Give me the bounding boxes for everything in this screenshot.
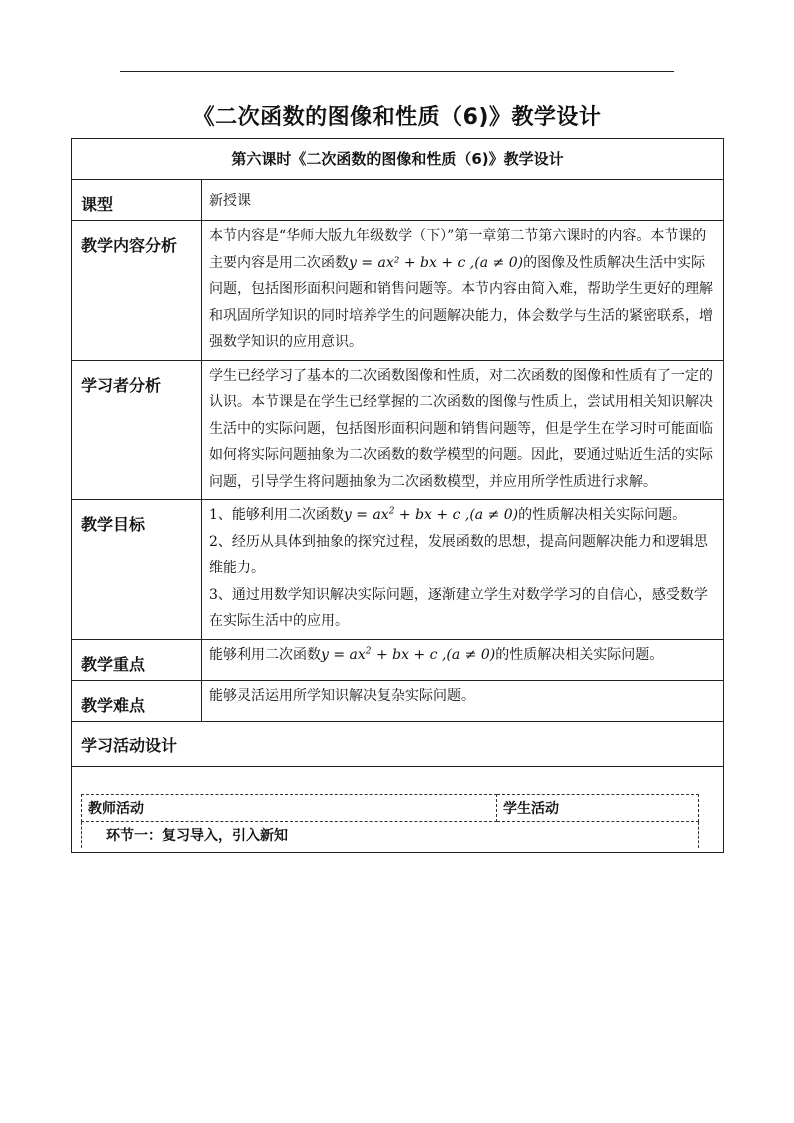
table-header: 第六课时《二次函数的图像和性质（6)》教学设计 — [72, 139, 724, 180]
teacher-activity-header: 教师活动 — [82, 794, 497, 821]
row-value-content-analysis — [202, 221, 724, 361]
activity-design-title: 学习活动设计 — [72, 721, 724, 766]
goal-item: 3、通过用数学知识解决实际问题，逐渐建立学生对数学学习的自信心，感受数学在实际生活中的应用。 — [209, 586, 708, 629]
quadratic-formula: $y = ax^2$ + bx + c ,(a ≠ 0) — [343, 506, 519, 523]
activity-table — [81, 794, 699, 848]
row-value-learner-analysis: 学生已经学习了基本的二次函数图像和性质，对二次函数的图像和性质有了一定的认识。本节课是在学生已经掌握的二次函数的图像与性质上，尝试用相关知识解决生活中的实际问题，包括图形面积问题和销售问题等，但是学生在学习时可能面临如何将实际问题抽象为二次函数的数学模型的问题。因此，要通过贴近生活的实际问题，引导学生将问题抽象为二次函数模型，并应用所学性质进行求解。 — [202, 360, 724, 500]
row-label-content-analysis: 教学内容分析 — [72, 221, 202, 361]
row-label-learner-analysis: 学习者分析 — [72, 360, 202, 500]
table-row — [72, 180, 724, 221]
table-row — [72, 721, 724, 766]
activity-header-row — [82, 794, 699, 821]
quadratic-formula: y = ax² + bx + c ,(a ≠ 0) — [349, 254, 524, 271]
row-value-lesson-type: 新授课 — [202, 180, 724, 221]
row-value-key-points: 能够利用二次函数$y = ax^2$ + bx + c ,(a ≠ 0)的性质解决相关实际问题。 — [202, 639, 724, 680]
table-row — [72, 221, 724, 361]
table-row — [72, 360, 724, 500]
row-label-teaching-goals: 教学目标 — [72, 500, 202, 640]
lesson-plan-table — [71, 138, 724, 853]
stage-one-title: 环节一：复习导入，引入新知 — [82, 821, 699, 848]
quadratic-formula: $y = ax^2$ + bx + c ,(a ≠ 0) — [321, 645, 496, 663]
row-label-difficulties: 教学难点 — [72, 680, 202, 721]
content-analysis-text-1: 本节内容是“华师大版九年级数学（下）”第一章第二节第六课时的内容。本节课的主要内容是用二次函数 — [209, 228, 707, 271]
student-activity-header: 学生活动 — [497, 794, 699, 821]
row-value-difficulties: 能够灵活运用所学知识解决复杂实际问题。 — [202, 680, 724, 721]
row-label-lesson-type: 课型 — [72, 180, 202, 221]
row-label-key-points: 教学重点 — [72, 639, 202, 680]
goal-item: 1、能够利用二次函数$y = ax^2$ + bx + c ,(a ≠ 0)的性质解决相关实际问题。 — [209, 506, 687, 523]
table-header-row — [72, 139, 724, 180]
table-row — [72, 500, 724, 640]
goal-item: 2、经历从具体到抽象的探究过程，发展函数的思想，提高问题解决能力和逻辑思维能力。 — [209, 533, 708, 576]
row-value-teaching-goals — [202, 500, 724, 640]
header-rule — [120, 71, 674, 72]
activity-design-cell — [72, 766, 724, 852]
table-row — [72, 766, 724, 852]
document-title: 《二次函数的图像和性质（6)》教学设计 — [192, 105, 602, 130]
table-row — [72, 680, 724, 721]
content-analysis-text-2: 的图像及性质解决生活中实际问题，包括图形面积问题和销售问题等。本节内容由简入难，帮助学生更好的理解和巩固所学知识的同时培养学生的问题解决能力，体会数学与生活的紧密联系，增强数学知识的应用意识。 — [209, 254, 713, 350]
table-row — [72, 639, 724, 680]
activity-stage-row — [82, 821, 699, 848]
